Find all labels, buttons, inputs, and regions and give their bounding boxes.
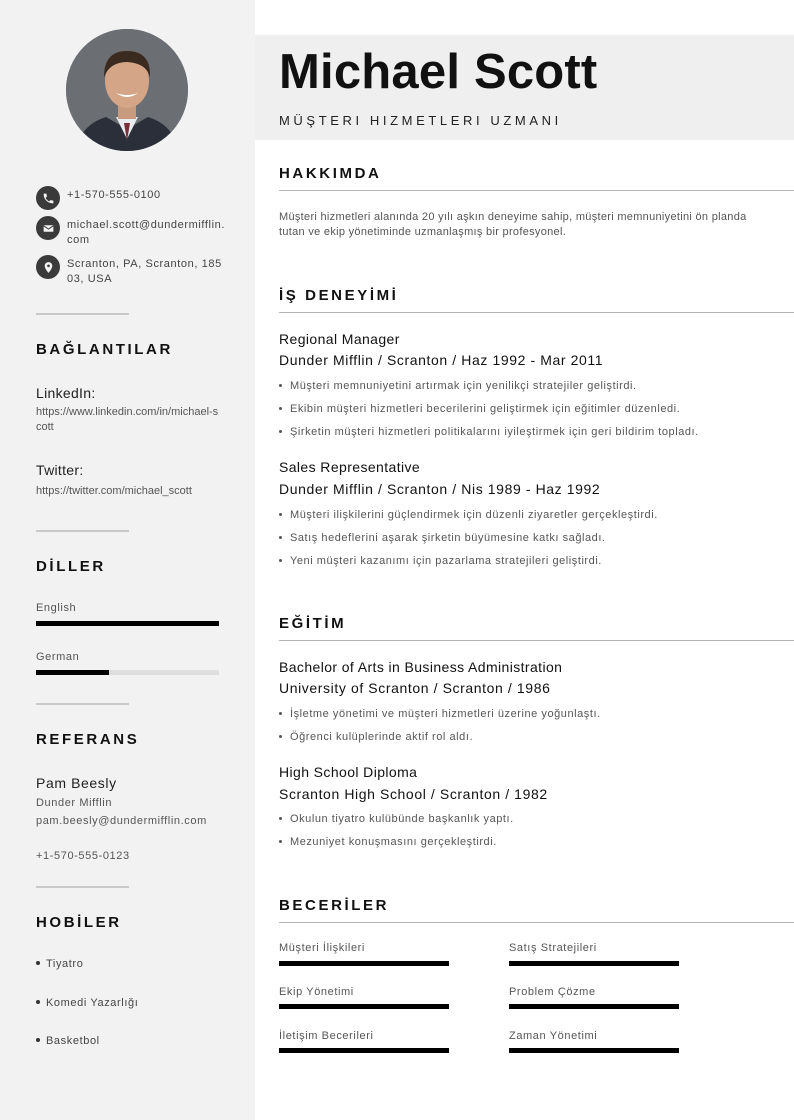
bullet-dot xyxy=(279,735,282,738)
sidebar xyxy=(0,0,255,1120)
bullet-text: Ekibin müşteri hizmetleri becerilerini geliştirmek için eğitimler düzenledi. xyxy=(290,403,681,415)
languages-heading: DİLLER xyxy=(36,558,106,575)
language-level-bar xyxy=(36,670,219,675)
person-photo-illustration xyxy=(66,29,188,151)
language-name: German xyxy=(36,651,80,663)
bullet-text: Şirketin müşteri hizmetleri politikalarını iyileştirmek için geri bildirim topladı. xyxy=(290,426,699,438)
bullet-text: Yeni müşteri kazanımı için pazarlama stratejileri geliştirdi. xyxy=(290,555,602,567)
bullet-dot xyxy=(279,840,282,843)
degree-subtitle: University of Scranton / Scranton / 1986 xyxy=(279,680,551,696)
education-bullet xyxy=(279,708,601,720)
location-pin-icon xyxy=(36,255,60,279)
job-bullet xyxy=(279,403,680,415)
full-name: Michael Scott xyxy=(279,45,598,99)
skill-level-bar xyxy=(279,961,449,966)
education-bullet xyxy=(279,836,497,848)
address-text: Scranton, PA, Scranton, 18503, USA xyxy=(67,258,222,285)
job-bullet xyxy=(279,555,602,567)
main-content xyxy=(255,0,794,1120)
language-level-fill xyxy=(36,621,219,626)
job-bullet xyxy=(279,426,699,438)
job-subtitle: Dunder Mifflin / Scranton / Haz 1992 - Mar 2011 xyxy=(279,352,604,368)
bullet-text: Mezuniyet konuşmasını gerçekleştirdi. xyxy=(290,836,497,848)
bullet-dot xyxy=(279,559,282,562)
about-heading: HAKKIMDA xyxy=(279,165,382,182)
bullet-dot xyxy=(279,536,282,539)
education-bullet xyxy=(279,813,514,825)
job-title: Sales Representative xyxy=(279,459,421,475)
bullet-dot xyxy=(279,712,282,715)
bullet-text: Müşteri memnuniyetini artırmak için yenilikçi stratejiler geliştirdi. xyxy=(290,380,637,392)
section-divider xyxy=(279,922,794,923)
sidebar-divider xyxy=(36,530,129,532)
skill-level-bar xyxy=(509,1004,679,1009)
bullet-dot xyxy=(279,513,282,516)
twitter-label: Twitter: xyxy=(36,462,84,478)
linkedin-link[interactable]: https://www.linkedin.com/in/michael-scott xyxy=(36,406,219,433)
skill-level-bar xyxy=(279,1048,449,1053)
skills-heading: BECERİLER xyxy=(279,897,390,914)
job-bullet xyxy=(279,532,606,544)
hobby-item xyxy=(36,997,138,1009)
language-name: English xyxy=(36,602,77,614)
hobby-item xyxy=(36,958,83,970)
section-divider xyxy=(279,640,794,641)
phone-text[interactable]: +1-570-555-0100 xyxy=(67,189,161,201)
linkedin-label: LinkedIn: xyxy=(36,385,96,401)
language-level-bar xyxy=(36,621,219,626)
profile-photo xyxy=(66,29,188,151)
skill-name: Problem Çözme xyxy=(509,986,596,998)
hobby-label: Komedi Yazarlığı xyxy=(46,997,139,1009)
skill-name: Zaman Yönetimi xyxy=(509,1030,598,1042)
job-bullet xyxy=(279,509,658,521)
skill-level-bar xyxy=(279,1004,449,1009)
email-text[interactable]: michael.scott@dundermifflin.com xyxy=(67,219,225,246)
bullet-dot xyxy=(36,961,40,965)
hobbies-heading: HOBİLER xyxy=(36,914,122,931)
job-role: MÜŞTERI HIZMETLERI UZMANI xyxy=(279,113,562,128)
bullet-text: Öğrenci kulüplerinde aktif rol aldı. xyxy=(290,731,474,743)
skill-name: Satış Stratejileri xyxy=(509,942,597,954)
reference-company: Dunder Mifflin xyxy=(36,797,113,809)
bullet-text: Okulun tiyatro kulübünde başkanlık yaptı. xyxy=(290,813,514,825)
job-title: Regional Manager xyxy=(279,331,400,347)
contact-phone xyxy=(36,186,226,210)
skill-level-bar xyxy=(509,961,679,966)
reference-email[interactable]: pam.beesly@dundermifflin.com xyxy=(36,815,207,827)
bullet-dot xyxy=(279,407,282,410)
bullet-dot xyxy=(279,430,282,433)
links-heading: BAĞLANTILAR xyxy=(36,341,173,358)
bullet-dot xyxy=(36,1038,40,1042)
skill-level-bar xyxy=(509,1048,679,1053)
about-text: Müşteri hizmetleri alanında 20 yılı aşkın deneyime sahip, müşteri memnuniyetini ön planda tutan ve ekip yönetiminde uzmanlaşmış bir profesyonel. xyxy=(279,211,747,238)
skill-name: İletişim Becerileri xyxy=(279,1030,374,1042)
references-heading: REFERANS xyxy=(36,731,140,748)
bullet-text: Satış hedeflerini aşarak şirketin büyümesine katkı sağladı. xyxy=(290,532,606,544)
skill-name: Ekip Yönetimi xyxy=(279,986,354,998)
sidebar-divider xyxy=(36,313,129,315)
contact-address xyxy=(36,255,226,287)
section-divider xyxy=(279,190,794,191)
reference-name: Pam Beesly xyxy=(36,775,117,791)
education-heading: EĞİTİM xyxy=(279,615,347,632)
contact-email xyxy=(36,216,226,248)
sidebar-divider xyxy=(36,703,129,705)
bullet-dot xyxy=(279,817,282,820)
phone-icon xyxy=(36,186,60,210)
degree-title: High School Diploma xyxy=(279,764,418,780)
job-subtitle: Dunder Mifflin / Scranton / Nis 1989 - Haz 1992 xyxy=(279,481,601,497)
experience-heading: İŞ DENEYİMİ xyxy=(279,287,399,304)
bullet-text: Müşteri ilişkilerini güçlendirmek için düzenli ziyaretler gerçekleştirdi. xyxy=(290,509,658,521)
bullet-dot xyxy=(36,1000,40,1004)
degree-title: Bachelor of Arts in Business Administration xyxy=(279,659,563,675)
education-bullet xyxy=(279,731,473,743)
reference-phone[interactable]: +1-570-555-0123 xyxy=(36,850,130,862)
envelope-icon xyxy=(36,216,60,240)
twitter-link[interactable]: https://twitter.com/michael_scott xyxy=(36,485,192,497)
degree-subtitle: Scranton High School / Scranton / 1982 xyxy=(279,786,548,802)
bullet-text: İşletme yönetimi ve müşteri hizmetleri üzerine yoğunlaştı. xyxy=(290,708,601,720)
skill-name: Müşteri İlişkileri xyxy=(279,942,365,954)
bullet-dot xyxy=(279,384,282,387)
language-level-fill xyxy=(36,670,109,675)
hobby-label: Basketbol xyxy=(46,1035,100,1047)
section-divider xyxy=(279,312,794,313)
hobby-item xyxy=(36,1035,100,1047)
job-bullet xyxy=(279,380,637,392)
sidebar-divider xyxy=(36,886,129,888)
hobby-label: Tiyatro xyxy=(46,958,84,970)
